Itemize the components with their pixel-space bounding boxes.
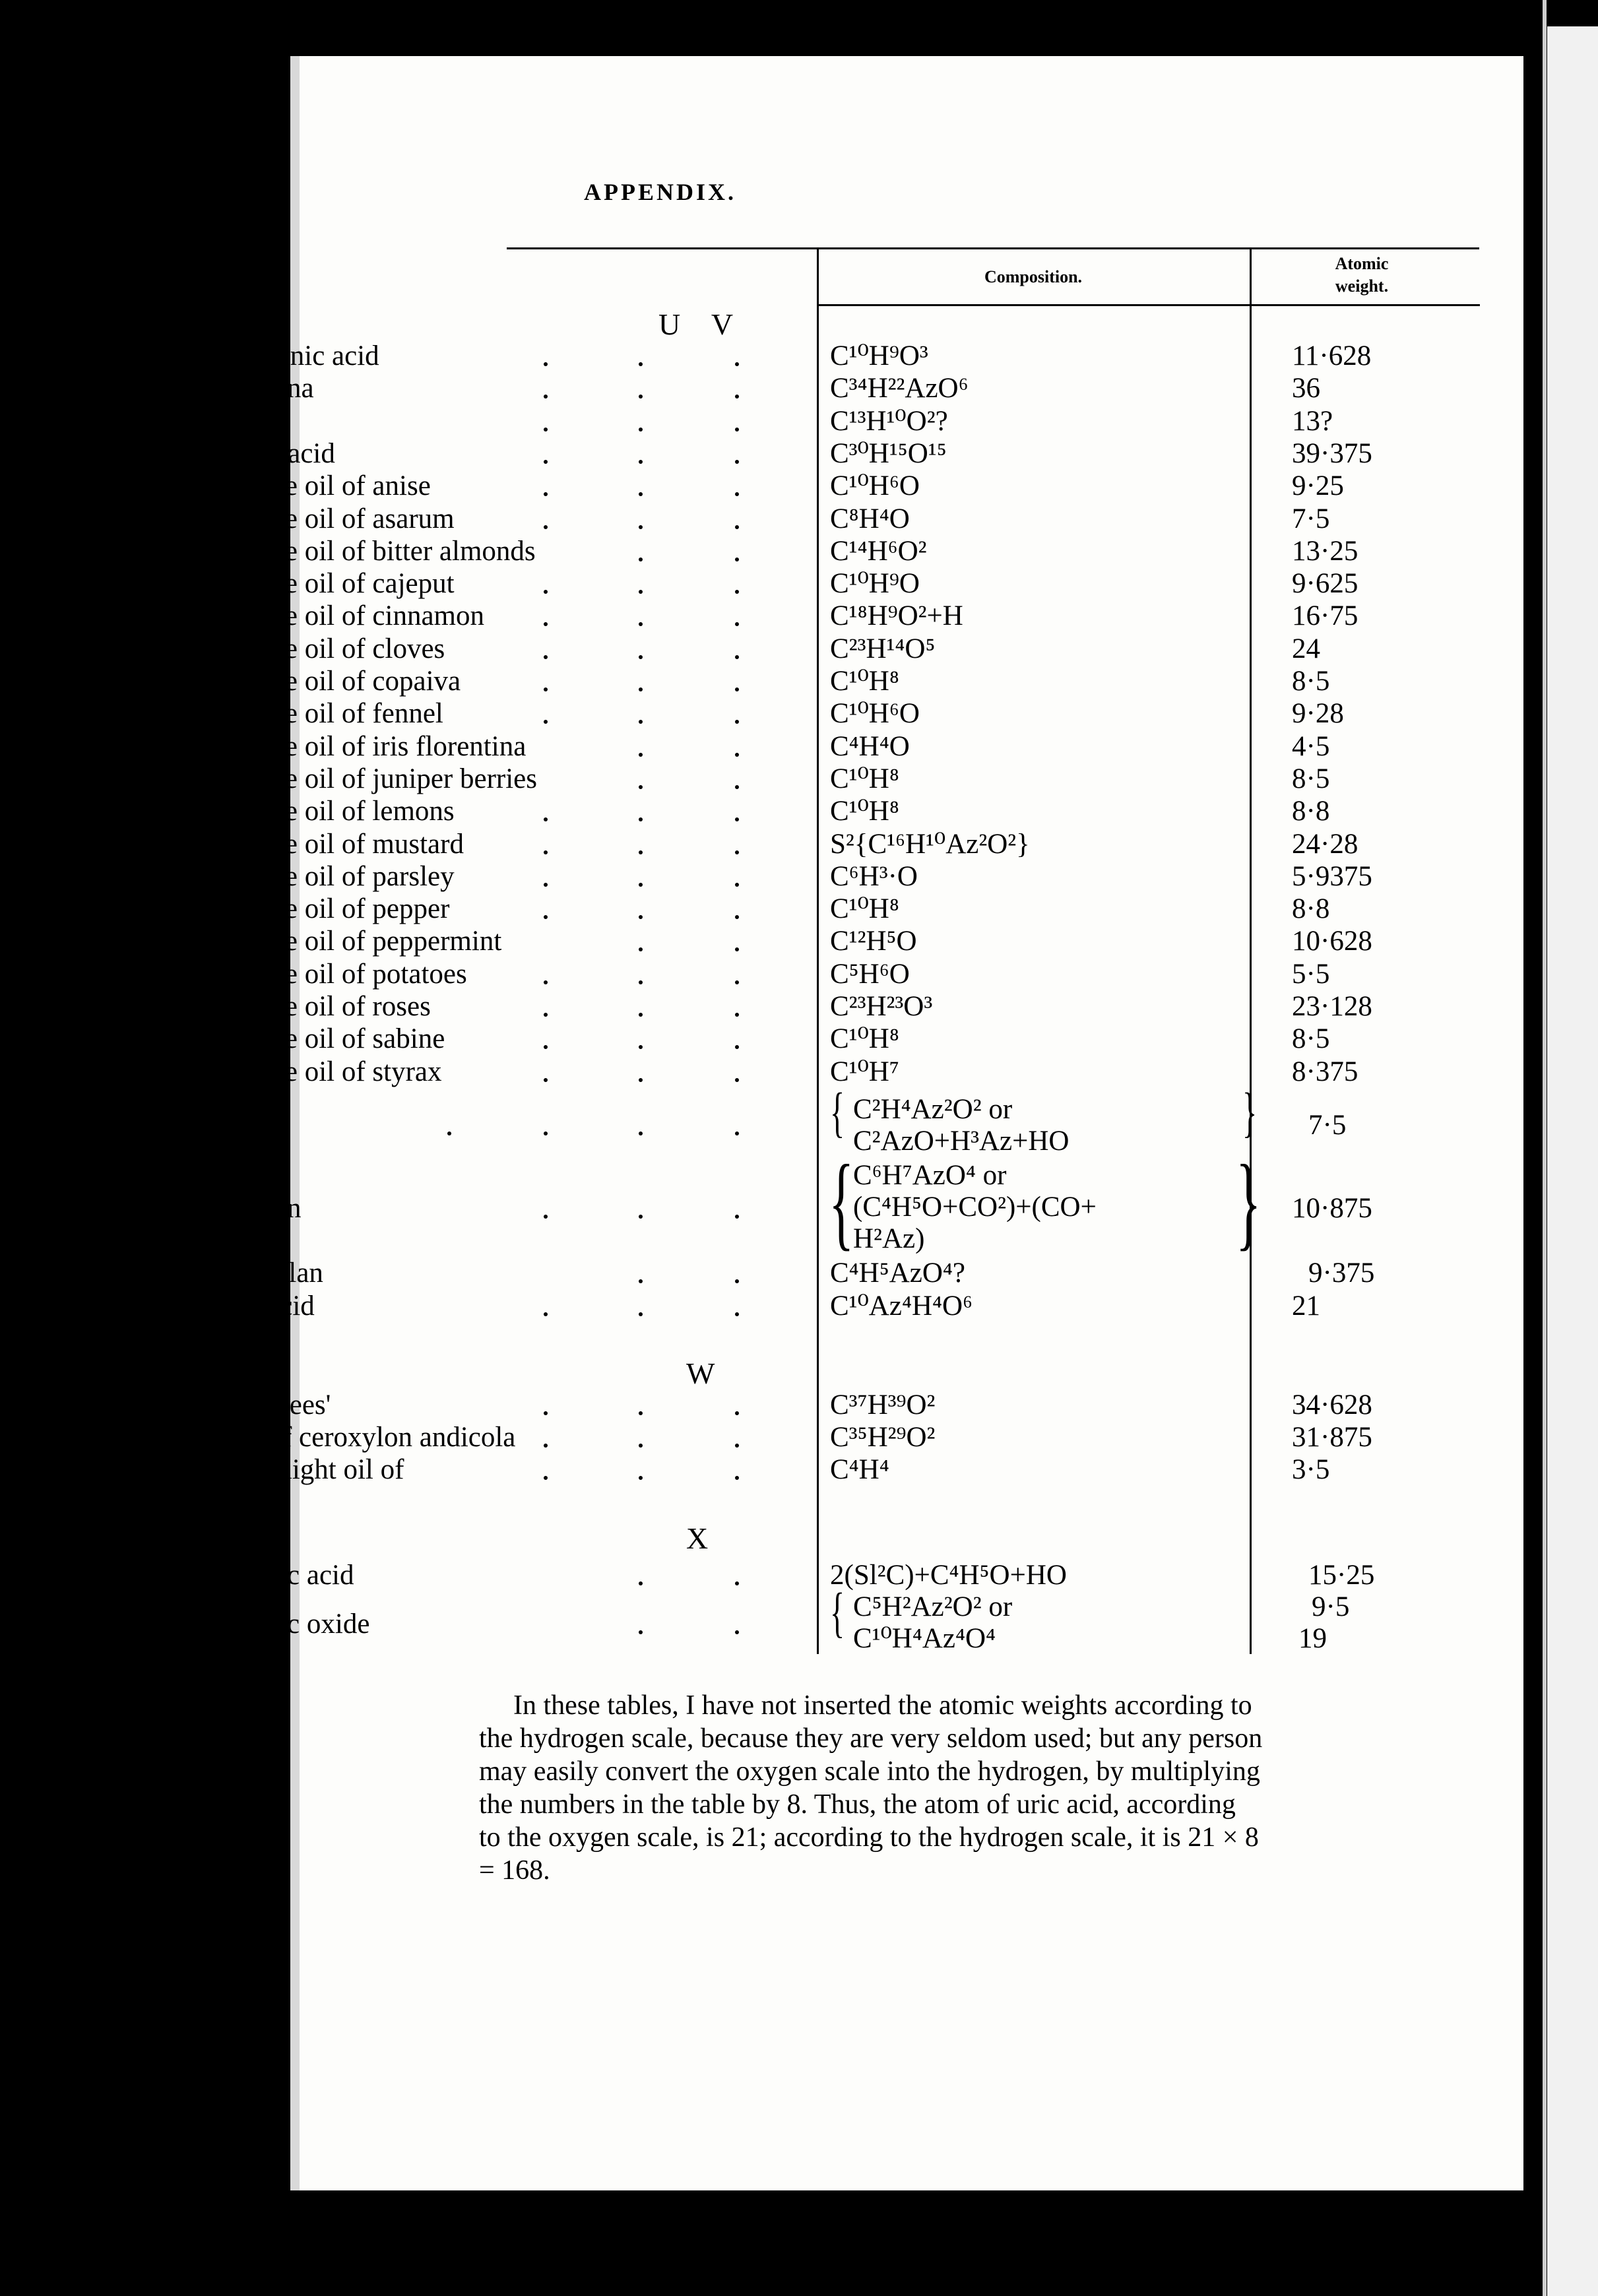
leader-dots	[362, 893, 771, 926]
column-header-composition: Composition.	[984, 267, 1083, 286]
table-row	[210, 503, 1471, 536]
table-row-uric-acid	[210, 1290, 1471, 1323]
row-name: Volatile oil of sabine	[210, 1023, 445, 1055]
right-brace: }	[1236, 1143, 1262, 1260]
row-name: Xanthic acid	[210, 1560, 354, 1591]
row-formula: C³⁴H²²AzO⁶	[830, 373, 969, 404]
row-name: Volatile oil of bitter almonds	[210, 535, 536, 567]
table-row	[210, 340, 1471, 373]
leader-dots	[362, 828, 771, 861]
row-weight: 13·25	[1292, 535, 1358, 567]
row-weight: 19	[1298, 1623, 1327, 1654]
paragraph-line: In these tables, I have not inserted the atomic weights according to	[513, 1690, 1252, 1721]
row-weight: 9·375	[1308, 1258, 1375, 1289]
table-row	[210, 958, 1471, 991]
row-formula: C⁴H⁴O	[830, 730, 910, 762]
row-formula: C¹⁸H⁹O²+H	[830, 600, 963, 632]
row-name: Volatile oil of copaiva	[210, 666, 461, 697]
leader-dots	[362, 730, 771, 763]
leader-dots	[362, 535, 771, 568]
row-formula: C⁴H⁴	[830, 1454, 889, 1485]
left-brace: {	[830, 1582, 845, 1643]
row-formula: C⁶H³·O	[830, 860, 918, 892]
paragraph-line: the numbers in the table by 8. Thus, the atom of uric acid, according	[479, 1789, 1236, 1820]
row-weight: 8·5	[1292, 763, 1330, 794]
row-formula: C¹⁰H⁸	[830, 893, 899, 925]
row-formula: C¹⁰H⁹O	[830, 568, 920, 600]
leader-dots	[362, 763, 771, 796]
row-formula: C²³H²³O³	[830, 991, 933, 1022]
row-weight: 21	[1292, 1291, 1320, 1322]
table-row	[210, 697, 1471, 730]
table-row	[210, 860, 1471, 893]
row-formula: C¹⁰H⁸	[830, 666, 899, 697]
row-formula: H²Az)	[853, 1223, 925, 1254]
row-name: Volatile oil of cloves	[210, 633, 445, 664]
left-brace: {	[830, 1082, 845, 1143]
paragraph-line: to the oxygen scale, is 21; according to the hydrogen scale, it is 21 × 8	[479, 1822, 1259, 1853]
table-row-urethylan	[210, 1257, 1471, 1290]
row-formula: C⁶H⁷AzO⁴ or	[853, 1160, 1007, 1191]
row-weight: 15·25	[1308, 1560, 1375, 1591]
running-title: APPENDIX.	[584, 179, 736, 205]
facing-page-edge	[1547, 26, 1598, 2296]
row-name: Volatile oil of asarum	[210, 503, 455, 534]
table-row	[210, 405, 1471, 438]
table-row	[210, 665, 1471, 698]
row-weight: 7·5	[1292, 503, 1330, 534]
row-name: Urea	[210, 1110, 265, 1141]
row-name: Volatile oil of iris florentina	[210, 730, 527, 762]
table-row	[210, 795, 1471, 828]
row-weight: 7·5	[1308, 1110, 1347, 1141]
row-formula: 2(Sl²C)+C⁴H⁵O+HO	[830, 1560, 1067, 1591]
leader-dots	[362, 1421, 771, 1454]
row-formula: C¹⁰Az⁴H⁴O⁶	[830, 1291, 973, 1322]
explanatory-paragraph	[479, 1689, 1477, 1887]
row-name: Volatile oil of pepper	[210, 893, 450, 925]
leader-dots	[362, 795, 771, 828]
leader-dots	[362, 665, 771, 698]
row-weight: 10·875	[1292, 1193, 1372, 1224]
row-weight: 9·625	[1292, 568, 1358, 600]
row-weight: 8·5	[1292, 666, 1330, 697]
row-weight: 9·5	[1312, 1591, 1350, 1622]
row-formula: S²{C¹⁶H¹⁰Az²O²}	[830, 828, 1030, 860]
section-heading-w: W	[686, 1356, 727, 1390]
paragraph-line: may easily convert the oxygen scale into the hydrogen, by multiplying	[479, 1756, 1260, 1787]
row-name: Volatile oil of styrax	[210, 1056, 442, 1087]
row-name: Volatile oil of peppermint	[210, 926, 502, 957]
paragraph-line: = 168.	[479, 1855, 550, 1886]
table-row	[210, 633, 1471, 666]
row-weight: 16·75	[1292, 600, 1358, 632]
row-name: Uric acid	[210, 1291, 315, 1322]
leader-dots	[362, 567, 771, 600]
row-formula: C²³H¹⁴O⁵	[830, 633, 936, 664]
leader-dots	[362, 1023, 771, 1056]
row-formula: C¹⁰H⁶O	[830, 698, 920, 730]
row-name: Wax, bees'	[210, 1389, 331, 1420]
row-name: Volatile oil of fennel	[210, 698, 443, 730]
row-formula: C⁵H²Az²O² or	[853, 1591, 1013, 1622]
row-formula: C⁸H⁴O	[830, 503, 910, 534]
leader-dots	[362, 1389, 771, 1422]
row-name: Volatile oil of anise	[210, 470, 431, 502]
page-number: 1068	[205, 171, 278, 212]
leader-dots	[362, 1257, 771, 1290]
row-formula: C¹⁰H⁶O	[830, 470, 920, 502]
section-heading-uv: U V	[658, 307, 746, 341]
row-name: Urethylan	[210, 1258, 323, 1289]
leader-dots	[362, 1559, 771, 1592]
table-row	[210, 828, 1471, 861]
table-row	[210, 990, 1471, 1023]
row-name: Volatile oil of roses	[210, 991, 431, 1022]
composition-table	[210, 247, 1471, 1654]
row-weight: 39·375	[1292, 437, 1372, 469]
table-row	[210, 763, 1471, 796]
row-formula: C¹⁰H⁷	[830, 1056, 899, 1087]
left-brace: {	[829, 1143, 854, 1260]
row-formula: C¹⁰H⁸	[830, 796, 899, 827]
row-weight: 36	[1292, 373, 1320, 404]
row-name: Volatile oil of cajeput	[210, 568, 455, 600]
row-formula: C³⁰H¹⁵O¹⁵	[830, 437, 947, 469]
leader-dots	[362, 470, 771, 503]
table-row	[210, 1421, 1471, 1454]
table-row	[210, 372, 1471, 405]
row-formula: C¹⁰H⁸	[830, 763, 899, 794]
leader-dots	[362, 405, 771, 438]
table-row	[210, 437, 1471, 470]
leader-dots	[362, 1453, 771, 1486]
table-row	[210, 567, 1471, 600]
column-header-rule	[817, 304, 1480, 306]
leader-dots	[362, 437, 771, 470]
row-formula: C²H⁴Az²O² or	[853, 1094, 1013, 1125]
row-weight: 13?	[1292, 405, 1333, 437]
table-row	[210, 730, 1471, 763]
row-name: Xanthic oxide	[210, 1609, 370, 1640]
row-name: Veratrina	[210, 373, 314, 404]
table-row	[210, 1023, 1471, 1056]
row-name: Volatile oil of parsley	[210, 860, 455, 892]
row-formula: C¹⁰H⁴Az⁴O⁴	[853, 1623, 996, 1654]
row-weight: 24·28	[1292, 828, 1358, 860]
leader-dots	[362, 958, 771, 991]
row-formula: C³⁷H³⁹O²	[830, 1389, 936, 1420]
row-weight: 9·25	[1292, 470, 1344, 502]
leader-dots	[362, 372, 771, 405]
table-row	[210, 1453, 1471, 1486]
leader-dots	[362, 925, 771, 958]
row-weight: 11·628	[1292, 340, 1372, 371]
table-row	[210, 600, 1471, 633]
page-header	[205, 170, 1452, 223]
row-name: Valerianic acid	[210, 340, 379, 371]
row-formula: C¹²H⁵O	[830, 926, 917, 957]
row-weight: 23·128	[1292, 991, 1372, 1022]
row-weight: 8·8	[1292, 796, 1330, 827]
leader-dots	[362, 1056, 771, 1089]
table-row	[210, 470, 1471, 503]
row-name: Volatile oil of cinnamon	[210, 600, 484, 632]
section-heading-x: X	[686, 1521, 720, 1555]
row-formula: C³⁵H²⁹O²	[830, 1422, 936, 1453]
row-weight: 8·5	[1292, 1023, 1330, 1055]
row-name: Volatile oil of juniper berries	[210, 763, 537, 794]
leader-dots	[362, 600, 771, 633]
paragraph-line: the hydrogen scale, because they are very seldom used; but any person	[479, 1723, 1263, 1754]
row-formula: C¹⁴H⁶O²	[830, 535, 927, 567]
table-row	[210, 535, 1471, 568]
leader-dots	[362, 860, 771, 893]
row-weight: 3·5	[1292, 1454, 1330, 1485]
right-brace: }	[1242, 1082, 1258, 1143]
row-formula: C⁵H⁶O	[830, 958, 910, 990]
book-spine-edge	[1543, 0, 1547, 2296]
atomic-header-line-1: Atomic	[1335, 254, 1389, 273]
leader-dots	[362, 633, 771, 666]
row-formula: C¹⁰H⁸	[830, 1023, 899, 1055]
row-name: Viscin	[210, 405, 282, 437]
row-name: Volatile oil of potatoes	[210, 958, 467, 990]
leader-dots	[362, 1290, 771, 1323]
table-row	[210, 893, 1471, 926]
column-header-atomic-weight	[1250, 253, 1474, 298]
row-weight: 9·28	[1292, 698, 1344, 730]
row-weight: 5·5	[1292, 958, 1330, 990]
row-weight: 24	[1292, 633, 1320, 664]
row-formula: C²AzO+H³Az+HO	[853, 1126, 1070, 1157]
row-weight: 5·9375	[1292, 860, 1372, 892]
row-name: Urethan	[210, 1193, 302, 1224]
row-formula: C¹³H¹⁰O²?	[830, 405, 948, 437]
row-name: Volatile oil of mustard	[210, 828, 464, 860]
row-formula: C¹⁰H⁹O³	[830, 340, 928, 371]
leader-dots	[362, 990, 771, 1023]
leader-dots	[362, 503, 771, 536]
atomic-header-line-2: weight.	[1335, 276, 1389, 296]
table-row	[210, 1389, 1471, 1422]
row-weight: 8·8	[1292, 893, 1330, 925]
row-weight: 31·875	[1292, 1422, 1372, 1453]
row-name: Ulmic acid	[210, 437, 335, 469]
row-name: Volatile oil of lemons	[210, 796, 455, 827]
row-weight: 4·5	[1292, 730, 1330, 762]
row-formula: (C⁴H⁵O+CO²)+(CO+	[853, 1192, 1097, 1223]
table-top-rule	[507, 247, 1479, 249]
leader-dots	[362, 340, 771, 373]
leader-dots	[362, 697, 771, 730]
row-name: Wax of ceroxylon andicola	[210, 1422, 516, 1453]
row-weight: 8·375	[1292, 1056, 1358, 1087]
row-name: Wine, light oil of	[210, 1454, 404, 1485]
row-weight: 34·628	[1292, 1389, 1372, 1420]
row-formula: C⁴H⁵AzO⁴?	[830, 1258, 965, 1289]
row-weight: 10·628	[1292, 926, 1372, 957]
table-row	[210, 925, 1471, 958]
